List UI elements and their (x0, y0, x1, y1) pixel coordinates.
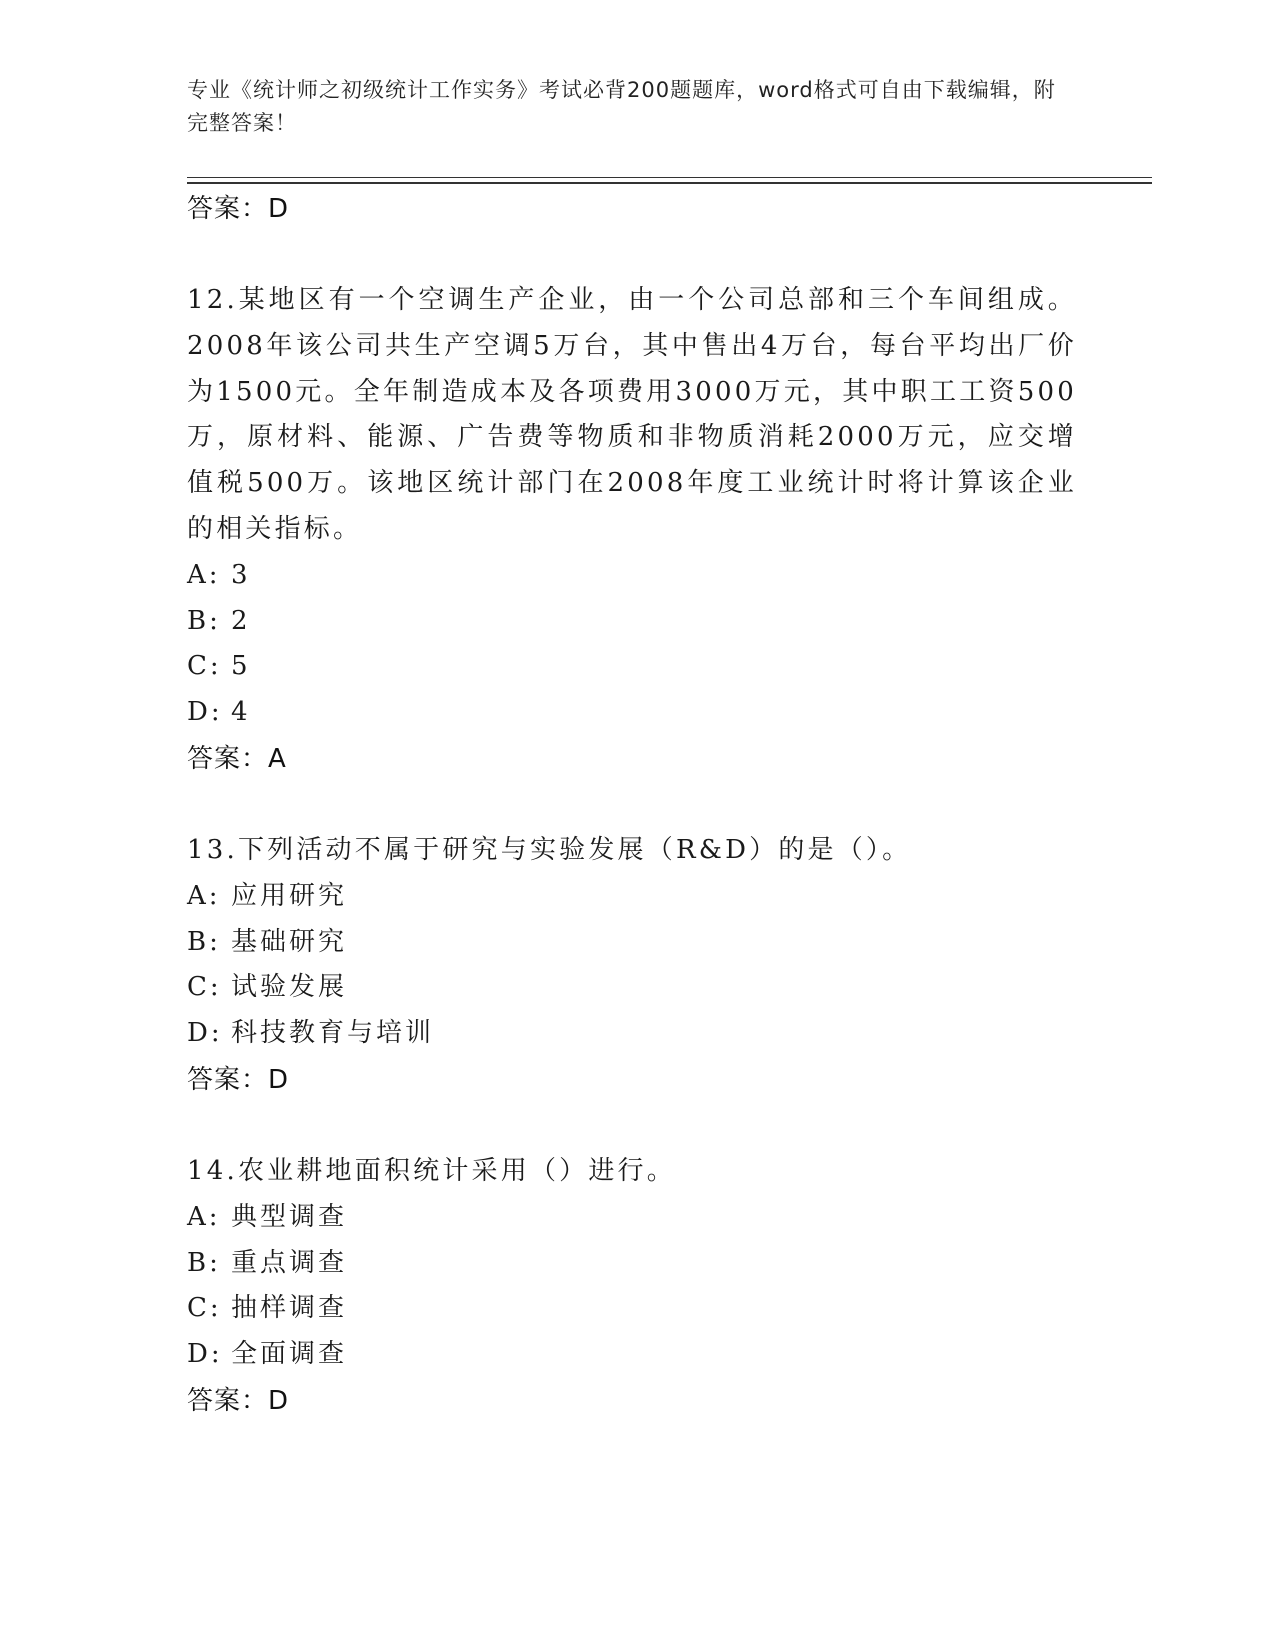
question-stem: 13.下列活动不属于研究与实验发展（R&D）的是（）。 (187, 834, 912, 865)
option-text: 抽样调查 (231, 1293, 348, 1324)
option-text: 4 (231, 697, 251, 728)
option-a (187, 1195, 1077, 1241)
question-block (187, 828, 1077, 1103)
option-letter: A: (187, 559, 221, 590)
option-text: 3 (231, 559, 251, 590)
spacer (187, 232, 1077, 278)
option-c (187, 1286, 1077, 1332)
answer-line: 答案：D (187, 194, 290, 224)
option-text: 试验发展 (231, 972, 348, 1003)
option-d (187, 1332, 1077, 1378)
option-letter: D: (187, 1018, 223, 1049)
answer-line: 答案：D (187, 1385, 290, 1416)
option-b (187, 1241, 1077, 1287)
option-letter: B: (187, 1247, 221, 1278)
option-text: 科技教育与培训 (231, 1018, 435, 1049)
option-text: 全面调查 (231, 1339, 348, 1370)
option-text: 典型调查 (231, 1201, 348, 1232)
spacer (187, 782, 1077, 828)
header-rule (187, 177, 1152, 184)
answer-line: 答案：A (187, 743, 287, 774)
option-letter: B: (187, 605, 221, 636)
option-text: 基础研究 (231, 926, 348, 957)
option-a (187, 874, 1077, 920)
option-letter: A: (187, 880, 221, 911)
question-stem: 12.某地区有一个空调生产企业，由一个公司总部和三个车间组成。2008年该公司共生产空调5万台，其中售出4万台，每台平均出厂价为1500元。全年制造成本及各项费用3000万元，其中职工工资500万，原材料、能源、广告费等物质和非物质消耗2000万元，应交增值税500万。该地区统计部门在2008年度工业统计时将计算该企业的相关指标。 (187, 285, 1077, 544)
option-letter: C: (187, 651, 222, 682)
option-text: 5 (231, 651, 251, 682)
option-b (187, 599, 1077, 645)
option-letter: D: (187, 697, 223, 728)
option-text: 2 (231, 605, 251, 636)
option-letter: C: (187, 1293, 222, 1324)
document-body (187, 186, 1077, 1424)
question-block (187, 278, 1077, 782)
option-text: 应用研究 (231, 880, 348, 911)
question-stem: 14.农业耕地面积统计采用（）进行。 (187, 1155, 676, 1186)
option-c (187, 965, 1077, 1011)
page-header: 专业《统计师之初级统计工作实务》考试必背200题题库，word格式可自由下载编辑，附完整答案！ (187, 78, 1056, 135)
option-b (187, 920, 1077, 966)
spacer (187, 1103, 1077, 1149)
option-letter: B: (187, 926, 221, 957)
option-letter: D: (187, 1339, 223, 1370)
option-d (187, 1011, 1077, 1057)
option-letter: A: (187, 1201, 221, 1232)
answer-line: 答案：D (187, 1064, 290, 1095)
option-c (187, 644, 1077, 690)
option-text: 重点调查 (231, 1247, 348, 1278)
option-letter: C: (187, 972, 222, 1003)
question-block (187, 1149, 1077, 1424)
option-a (187, 553, 1077, 599)
option-d (187, 690, 1077, 736)
